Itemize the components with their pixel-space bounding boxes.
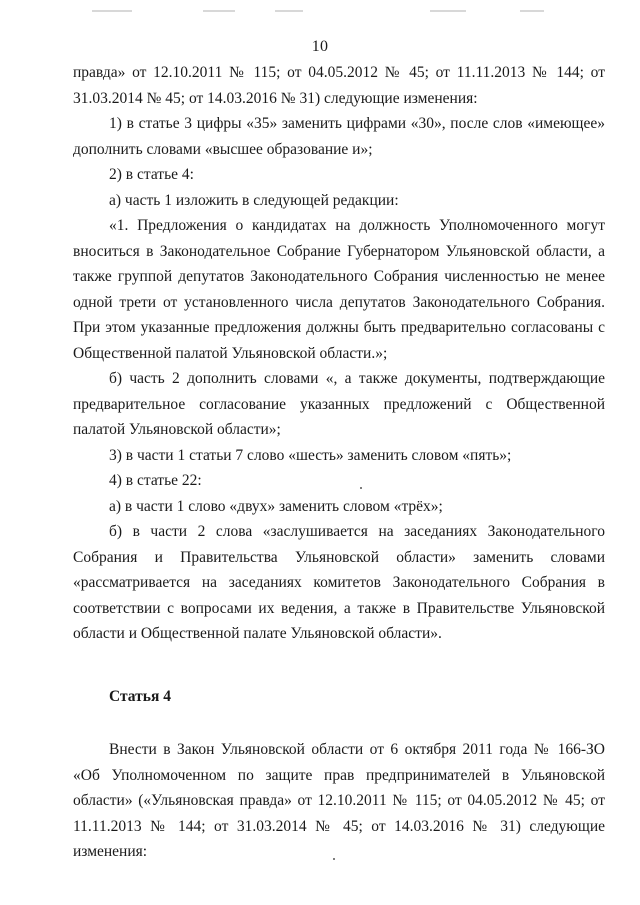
body-paragraph: б) в части 2 слова «заслушивается на заседаниях Законодательного Собрания и Правительства Ульяновской области» заменить словами «рассматривается на заседаниях комитетов Законодательного Собрания в соответствии с вопросами их ведения, а также в Правительстве Ульяновской области и Общественной палате Ульяновской области».: [73, 523, 605, 642]
body-paragraph: а) часть 1 изложить в следующей редакции:: [109, 191, 399, 209]
scan-artifact: [92, 10, 132, 12]
scan-artifact: [275, 10, 303, 12]
body-paragraph: 2) в статье 4:: [109, 166, 194, 183]
body-paragraph: 1) в статье 3 цифры «35» заменить цифрами «30», после слов «имеющее» дополнить словами «высшее образование и»;: [73, 115, 605, 158]
page-number: 10: [311, 38, 329, 55]
article-heading: Статья 4: [109, 688, 171, 705]
body-paragraph: а) в части 1 слово «двух» заменить словом «трёх»;: [109, 497, 443, 515]
scan-artifact: [520, 10, 544, 12]
scan-speck: [333, 858, 335, 860]
article-paragraph: Внести в Закон Ульяновской области от 6 октября 2011 года № 166-ЗО «Об Уполномоченном по защите прав предпринимателей в Ульяновской области» («Ульяновская правда» от 12.10.2011 № 115; от 04.05.2012 № 45; от 11.11.2013 № 144; от 31.03.2014 № 45; от 14.03.2016 № 31) следующие изменения:: [73, 741, 605, 860]
scan-artifact: [430, 10, 466, 12]
body-paragraph: б) часть 2 дополнить словами «, а также документы, подтверждающие предварительное согласование указанных предложений с Общественной палатой Ульяновской области»;: [73, 370, 605, 438]
body-paragraph: 3) в части 1 статьи 7 слово «шесть» заменить словом «пять»;: [109, 446, 512, 464]
body-paragraph: правда» от 12.10.2011 № 115; от 04.05.2012 № 45; от 11.11.2013 № 144; от 31.03.2014 № 45; от 14.03.2016 № 31) следующие изменения:: [73, 64, 605, 107]
document-body: [73, 60, 605, 647]
article-body: [73, 737, 605, 865]
body-paragraph: 4) в статье 22:: [109, 472, 202, 489]
scan-speck: [360, 487, 362, 489]
body-paragraph: «1. Предложения о кандидатах на должность Уполномоченного могут вноситься в Законодательное Собрание Губернатором Ульяновской области, а также группой депутатов Законодательного Собрания численностью не менее одной трети от установленного числа депутатов Законодательного Собрания. При этом указанные предложения должны быть предварительно согласованы с Общественной палатой Ульяновской области.»;: [73, 217, 605, 362]
scan-artifact: [203, 10, 235, 12]
